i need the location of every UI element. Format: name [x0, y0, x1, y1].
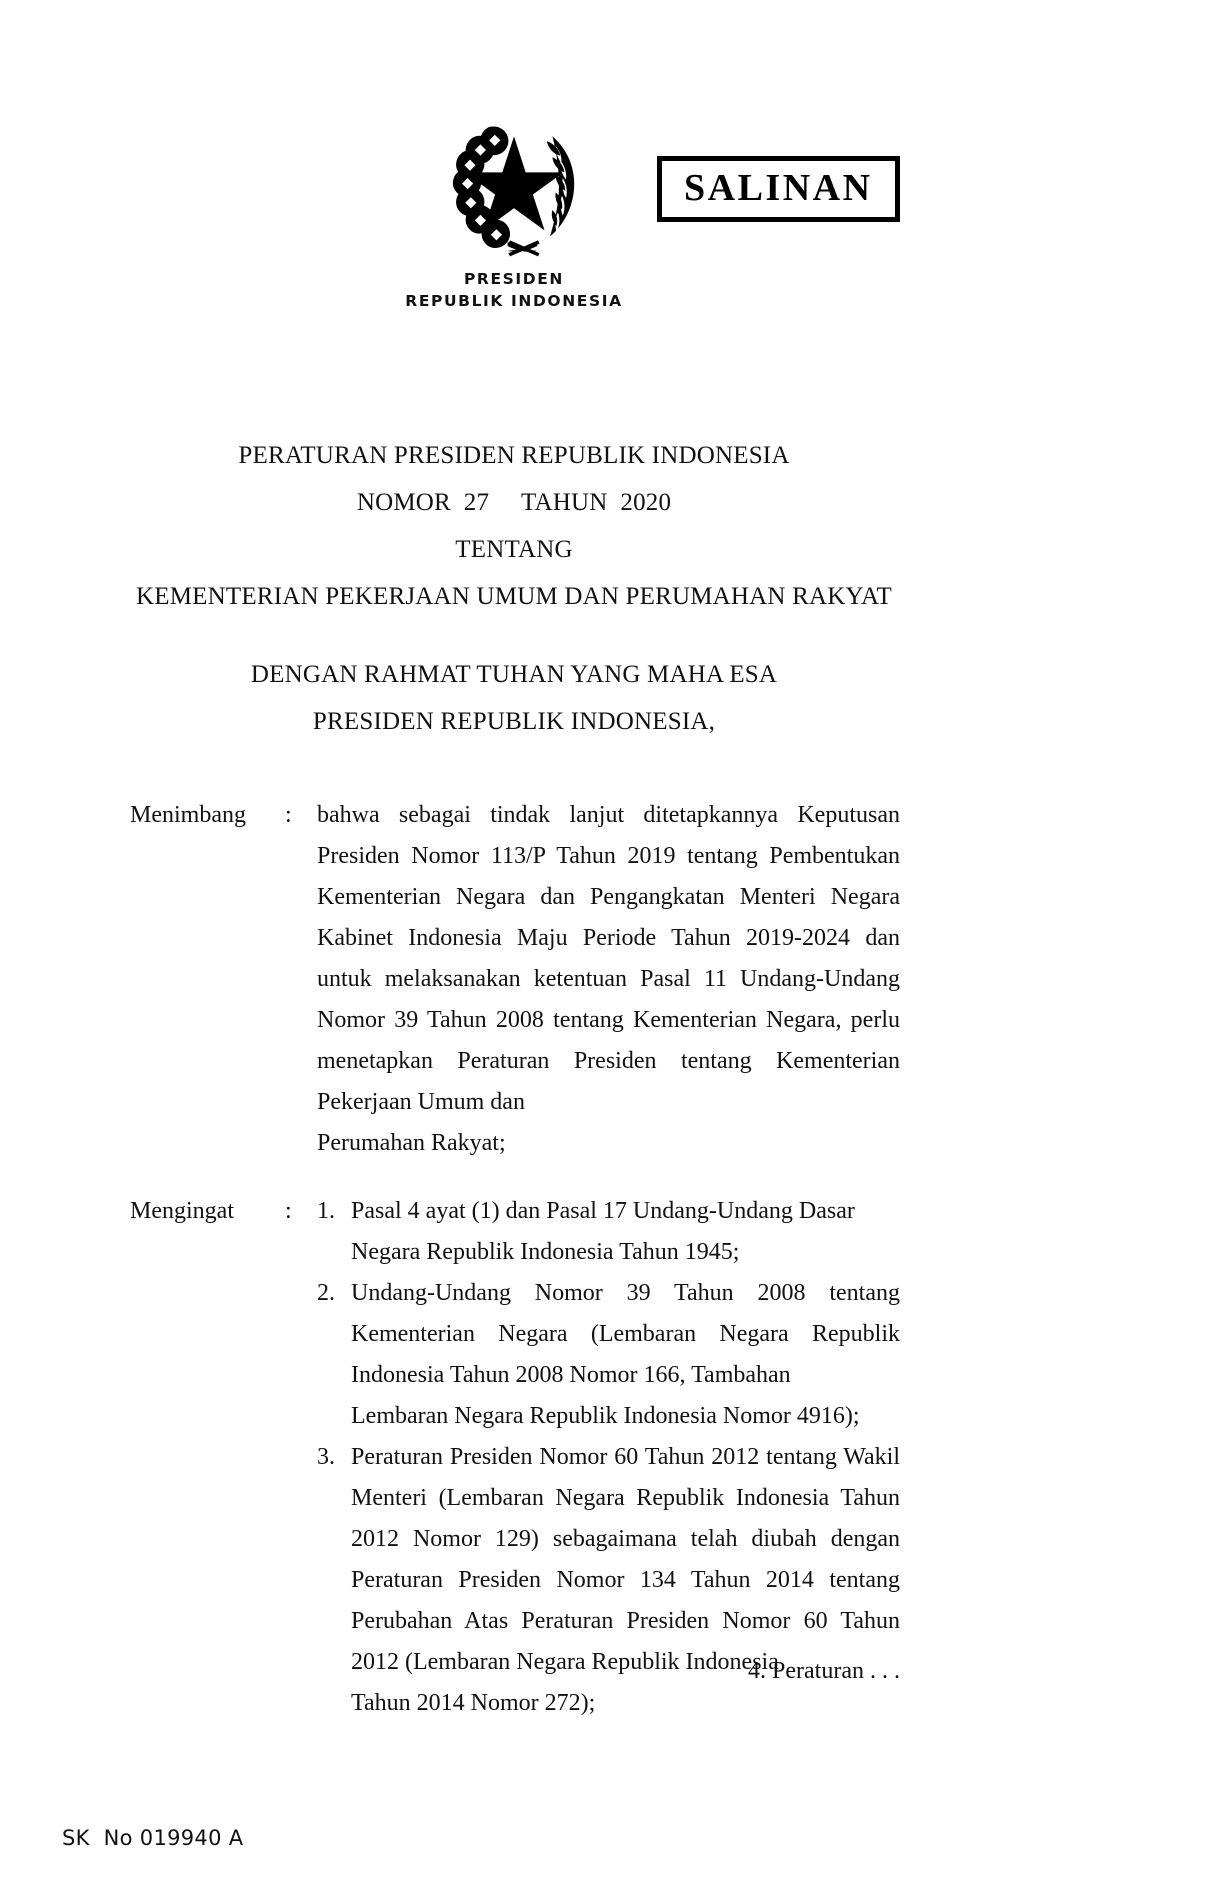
clause-menimbang-label: Menimbang: [130, 802, 246, 828]
list-item-last-line: Tahun 2014 Nomor 272);: [351, 1690, 596, 1716]
title-tentang-keyword: TENTANG: [455, 536, 573, 563]
sk-document-code: SK No 019940 A: [62, 1826, 244, 1850]
title-regulation-type: PERATURAN PRESIDEN REPUBLIK INDONESIA: [238, 442, 790, 469]
masthead: [0, 96, 1226, 326]
salinan-stamp: [657, 156, 900, 222]
clause-sections: [0, 795, 1026, 1724]
mengingat-list: [317, 1191, 900, 1724]
indonesian-presidential-seal-icon: [434, 106, 594, 266]
title-subject: KEMENTERIAN PEKERJAAN UMUM DAN PERUMAHAN RAKYAT: [136, 583, 892, 610]
clause-menimbang-text-last-line: Perumahan Rakyat;: [317, 1130, 506, 1156]
clause-mengingat-body: [317, 1191, 1026, 1724]
clause-menimbang-body: [317, 795, 1026, 1164]
list-item: [317, 1273, 900, 1437]
masthead-line-republik-indonesia: REPUBLIK INDONESIA: [405, 292, 623, 311]
list-item-text: Pasal 4 ayat (1) dan Pasal 17 Undang-Undang Dasar: [351, 1198, 855, 1224]
clause-mengingat-colon: :: [285, 1198, 292, 1224]
clause-menimbang-colon: :: [285, 802, 292, 828]
list-item-marker: 1.: [317, 1198, 335, 1224]
salinan-stamp-label: SALINAN: [684, 167, 873, 209]
list-item-marker: 2.: [317, 1280, 335, 1306]
title-enacting-authority: PRESIDEN REPUBLIK INDONESIA,: [312, 708, 716, 735]
document-title-block: [0, 432, 1028, 745]
title-number-year: NOMOR 27 TAHUN 2020: [356, 489, 672, 516]
masthead-caption: [0, 268, 1028, 313]
list-item-last-line: Lembaran Negara Republik Indonesia Nomor 4916);: [351, 1403, 860, 1429]
list-item-marker: 3.: [317, 1444, 335, 1470]
clause-mengingat: [0, 1191, 1026, 1724]
list-item-text: Undang-Undang Nomor 39 Tahun 2008 tentang Kementerian Negara (Lembaran Negara Republik Indonesia Tahun 2008 Nomor 166, Tambahan: [351, 1280, 900, 1388]
list-item: [317, 1191, 900, 1273]
list-item-text: Peraturan Presiden Nomor 60 Tahun 2012 tentang Wakil Menteri (Lembaran Negara Republik Indonesia Tahun 2012 Nomor 129) sebagaimana telah diubah dengan Peraturan Presiden Nomor 134 Tahun 2014 tentang Perubahan Atas Peraturan Presiden Nomor 60 Tahun 2012 (Lembaran Negara Republik Indonesia: [351, 1444, 900, 1675]
page-continuation-note: 4. Peraturan . . .: [748, 1658, 900, 1684]
title-invocation: DENGAN RAHMAT TUHAN YANG MAHA ESA: [250, 661, 778, 688]
clause-menimbang-text: bahwa sebagai tindak lanjut ditetapkannya Keputusan Presiden Nomor 113/P Tahun 2019 tentang Pembentukan Kementerian Negara dan Pengangkatan Menteri Negara Kabinet Indonesia Maju Periode Tahun 2019-2024 dan untuk melaksanakan ketentuan Pasal 11 Undang-Undang Nomor 39 Tahun 2008 tentang Kementerian Negara, perlu menetapkan Peraturan Presiden tentang Kementerian Pekerjaan Umum dan: [317, 802, 900, 1115]
masthead-line-presiden: PRESIDEN: [463, 270, 565, 288]
list-item-last-line: Negara Republik Indonesia Tahun 1945;: [351, 1239, 740, 1265]
clause-mengingat-label: Mengingat: [130, 1198, 234, 1224]
clause-menimbang: [0, 795, 1026, 1164]
